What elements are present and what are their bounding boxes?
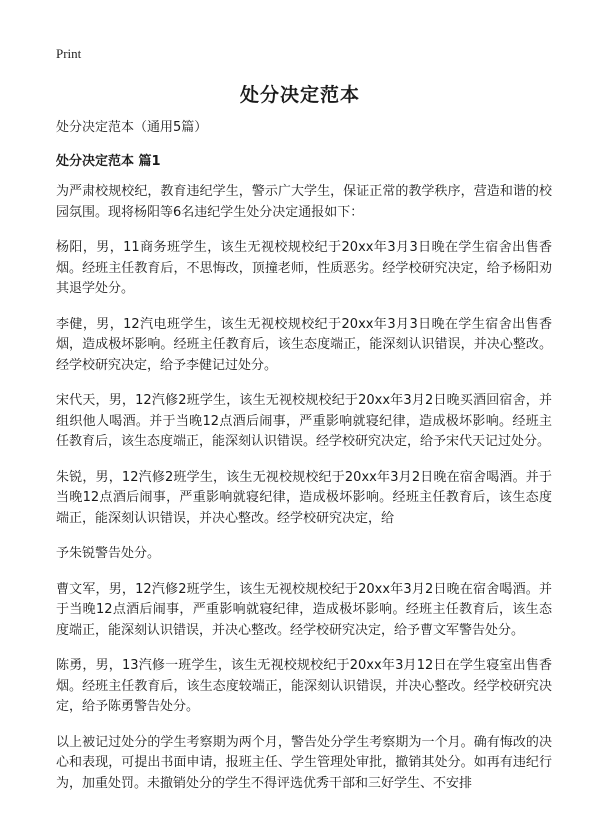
print-label[interactable]: Print <box>56 46 82 61</box>
paragraph-probation-notice: 以上被记过处分的学生考察期为两个月，警告处分学生考察期为一个月。确有悔改的决心和表现，可提出书面申请，报班主任、学生管理处审批，撤销其处分。如再有违纪行为，加重处罚。未撤销处分的学生不得评选优秀干部和三好学生、不安排 <box>56 734 552 791</box>
document-body <box>56 118 552 809</box>
document-subtitle: 处分决定范本（通用5篇） <box>56 120 208 135</box>
paragraph-li-jian: 李健，男，12汽电班学生，该生无视校规校纪于20xx年3月3日晚在学生宿舍出售香烟，造成极坏影响。经班主任教育后，该生态度端正，能深刻认识错误，并决心整改。经学校研究决定，给予李健记过处分。 <box>56 316 552 373</box>
paragraph-zhu-rui: 朱锐，男，12汽修2班学生，该生无视校规校纪于20xx年3月2日晚在宿舍喝酒。并于当晚12点酒后闹事，严重影响就寝纪律，造成极坏影响。经班主任教育后，该生态度端正，能深刻认识错误，并决心整改。经学校研究决定，给 <box>56 469 552 526</box>
paragraph-intro: 为严肃校规校纪，教育违纪学生，警示广大学生，保证正常的教学秩序，营造和谐的校园氛围。现将杨阳等6名违纪学生处分决定通报如下： <box>56 184 552 220</box>
paragraph-song-daitian: 宋代天，男，12汽修2班学生，该生无视校规校纪于20xx年3月2日晚买酒回宿舍，并组织他人喝酒。并于当晚12点酒后闹事，严重影响就寝纪律，造成极坏影响。经班主任教育后，该生态度端正，能深刻认识错误。经学校研究决定，给予宋代天记过处分。 <box>56 393 552 449</box>
document-title: 处分决定范本 <box>239 84 360 106</box>
paragraph-zhu-rui-continued: 予朱锐警告处分。 <box>56 546 161 561</box>
paragraph-yang-yang: 杨阳，男，11商务班学生，该生无视校规校纪于20xx年3月3日晚在学生宿舍出售香烟。经班主任教育后，不思悔改，顶撞老师，性质恶劣。经学校研究决定，给予杨阳劝其退学处分。 <box>56 240 552 296</box>
paragraph-cao-wenjun: 曹文军，男，12汽修2班学生，该生无视校规校纪于20xx年3月2日晚在宿舍喝酒。并于当晚12点酒后闹事，严重影响就寝纪律，造成极坏影响。经班主任教育后，该生态度端正，能深刻认识错误，并决心整改。经学校研究决定，给予曹文军警告处分。 <box>56 581 552 638</box>
paragraph-chen-yong: 陈勇，男，13汽修一班学生，该生无视校规校纪于20xx年3月12日在学生寝室出售香烟。经班主任教育后，该生态度较端正，能深刻认识错误，并决心整改。经学校研究决定，给予陈勇警告处分。 <box>56 658 552 714</box>
section-heading: 处分决定范本 篇1 <box>56 154 161 169</box>
